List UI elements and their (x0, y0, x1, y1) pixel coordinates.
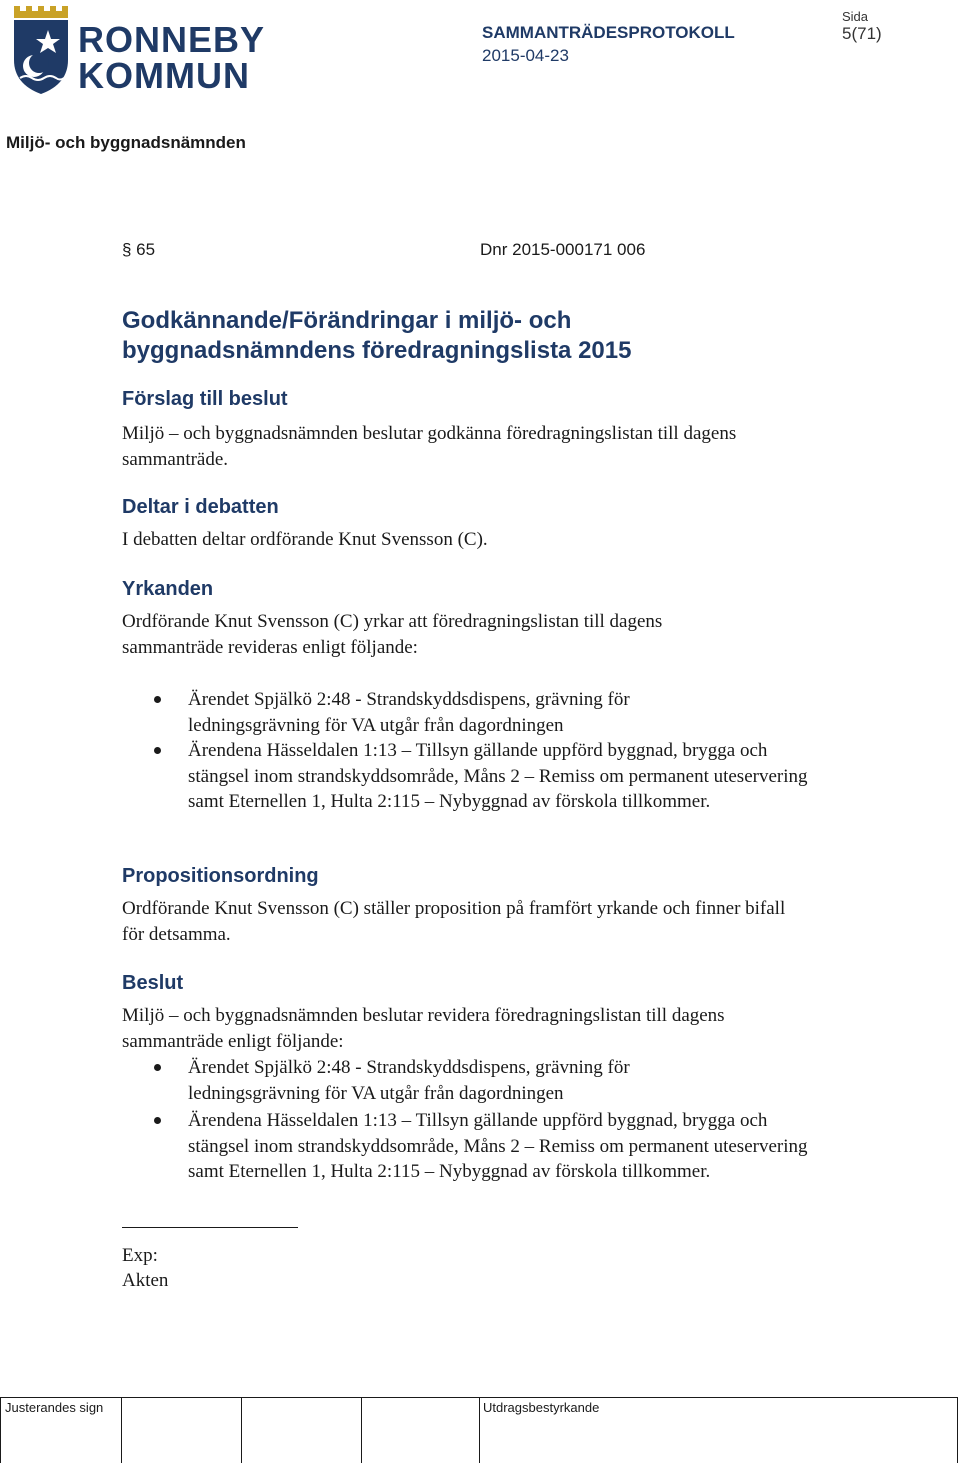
heading-yrkanden: Yrkanden (122, 578, 214, 600)
heading-deltar: Deltar i debatten (122, 496, 279, 518)
text-proposition: Ordförande Knut Svensson (C) ställer proposition på framfört yrkande och finner bifall för detsamma. (122, 898, 786, 945)
page-number: 5(71) (842, 24, 882, 43)
bullet-icon (154, 696, 161, 703)
text-deltar: I debatten deltar ordförande Knut Svensson (C). (122, 529, 488, 550)
bullet-icon (154, 1064, 161, 1071)
expedition-value: Akten (122, 1270, 169, 1291)
list-item (122, 1108, 818, 1185)
footer-divider (361, 1397, 362, 1463)
text-yrkanden: Ordförande Knut Svensson (C) yrkar att föredragningslistan till dagens sammanträde revideras enligt följande: (122, 611, 663, 658)
document-date: 2015-04-23 (482, 46, 569, 65)
heading-beslut: Beslut (122, 972, 184, 994)
utdragsbestyrkande-label: Utdragsbestyrkande (483, 1400, 600, 1415)
case-title: Godkännande/Förändringar i miljö- och byggnadsnämndens föredragningslista 2015 (122, 307, 632, 364)
committee-name: Miljö- och byggnadsnämnden (6, 133, 246, 152)
divider (122, 1227, 298, 1228)
coat-of-arms-icon (10, 4, 80, 96)
list-item (122, 1055, 748, 1106)
footer-divider (241, 1397, 242, 1463)
list-item (122, 687, 748, 738)
document-type: SAMMANTRÄDESPROTOKOLL (482, 23, 735, 42)
expedition-label: Exp: (122, 1245, 158, 1266)
heading-proposition: Propositionsordning (122, 865, 319, 887)
footer-divider (0, 1397, 1, 1463)
bullet-icon (154, 747, 161, 754)
list-item-text: Ärendena Hässeldalen 1:13 – Tillsyn gällande uppförd byggnad, brygga och stängsel inom strandskyddsområde, Måns 2 – Remiss om permanent uteservering samt Eternellen 1, Hulta 2:115 – Nybyggnad av förskola tillkommer. (188, 740, 808, 812)
case-number: Dnr 2015-000171 006 (480, 240, 646, 259)
footer-divider (479, 1397, 480, 1463)
text-beslut: Miljö – och byggnadsnämnden beslutar revidera föredragningslistan till dagens sammanträde enligt följande: (122, 1005, 725, 1052)
list-item-text: Ärendena Hässeldalen 1:13 – Tillsyn gällande uppförd byggnad, brygga och stängsel inom strandskyddsområde, Måns 2 – Remiss om permanent uteservering samt Eternellen 1, Hulta 2:115 – Nybyggnad av förskola tillkommer. (188, 1110, 808, 1182)
footer-divider (957, 1397, 958, 1463)
org-name-line2: KOMMUN (78, 55, 250, 96)
bullet-icon (154, 1117, 161, 1124)
justerandes-sign-label: Justerandes sign (5, 1400, 104, 1415)
yrkanden-list (122, 687, 822, 815)
footer-divider (121, 1397, 122, 1463)
list-item (122, 738, 818, 815)
org-name-line1: RONNEBY (78, 19, 266, 60)
beslut-list (122, 1055, 822, 1185)
list-item-text: Ärendet Spjälkö 2:48 - Strandskyddsdispens, grävning för ledningsgrävning för VA utgår från dagordningen (188, 1057, 630, 1104)
page-label: Sida (842, 9, 869, 24)
list-item-text: Ärendet Spjälkö 2:48 - Strandskyddsdispens, grävning för ledningsgrävning för VA utgår från dagordningen (188, 689, 630, 736)
paragraph-number: § 65 (122, 240, 156, 259)
heading-forslag: Förslag till beslut (122, 388, 288, 410)
text-forslag: Miljö – och byggnadsnämnden beslutar godkänna föredragningslistan till dagens sammanträde. (122, 423, 737, 470)
